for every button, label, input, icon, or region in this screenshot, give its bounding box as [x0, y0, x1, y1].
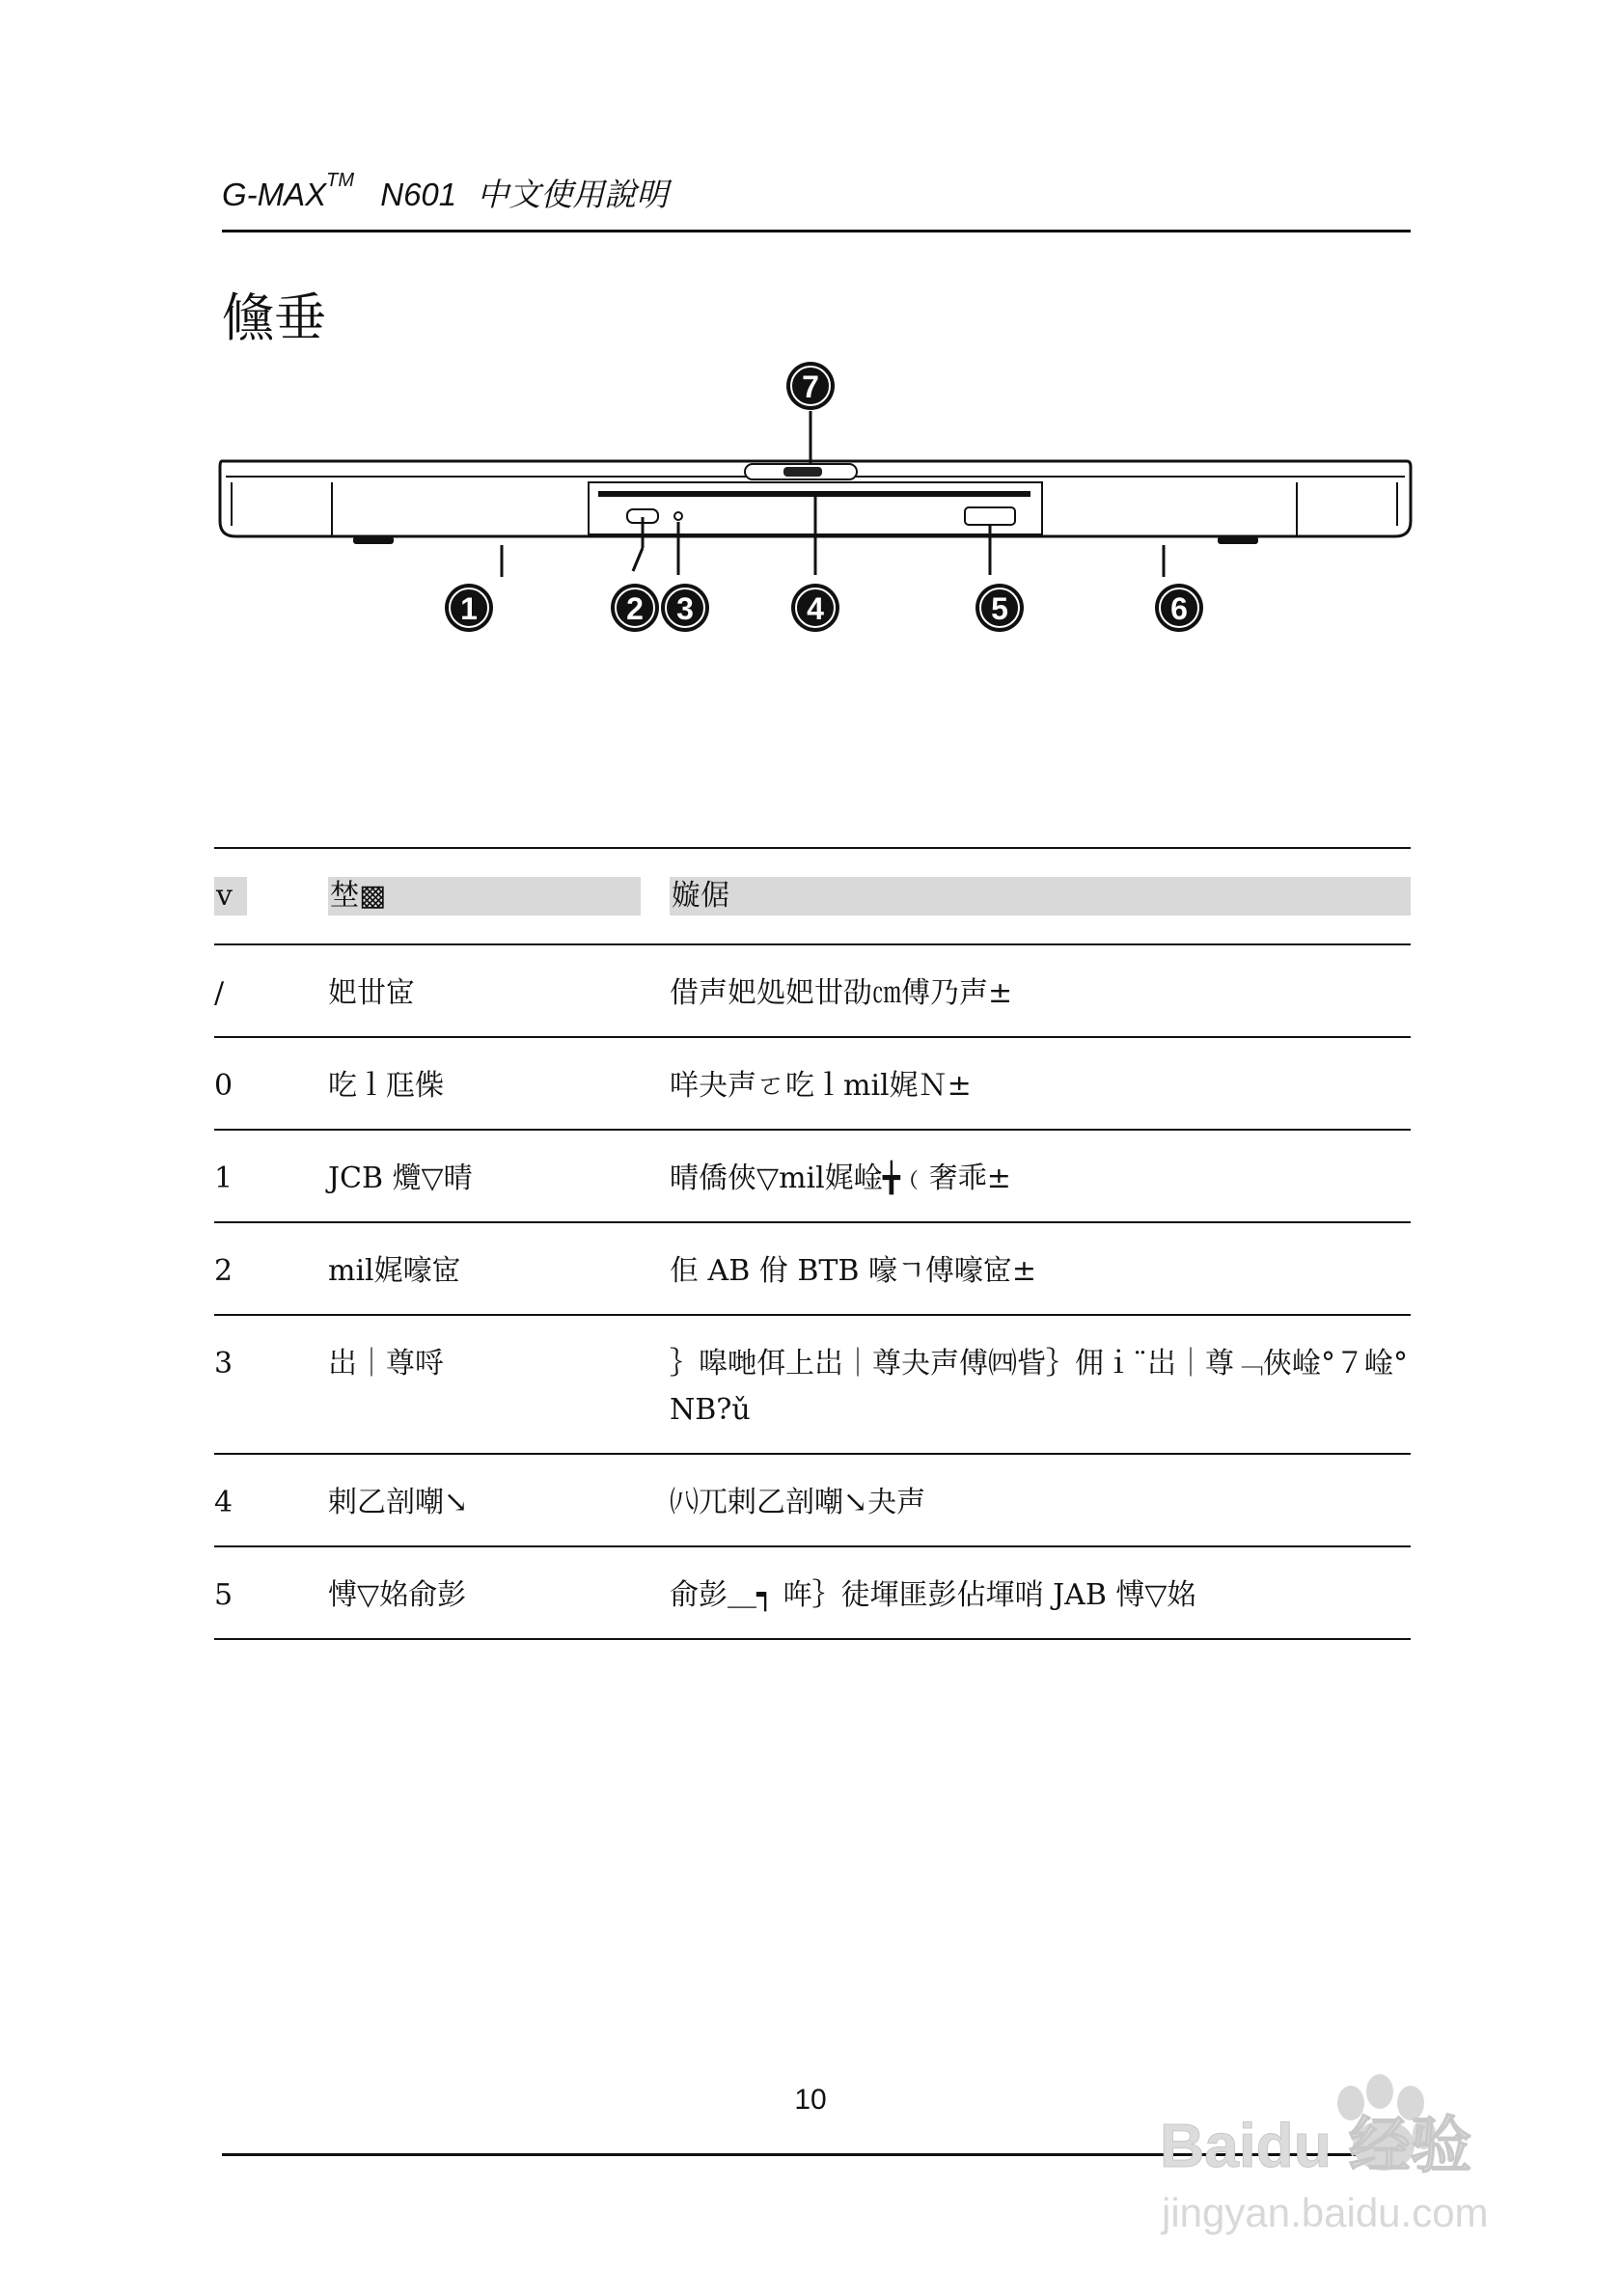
row-description: ｝嗥哋佴上岀｜尊夬声傅㈣眥｝佣ｉ¨岀｜尊﹁俠崯°７崯° NB?ǔ	[670, 1347, 1408, 1427]
callout-3	[661, 584, 709, 632]
row-number: 2	[214, 1254, 234, 1288]
page-number: 10	[794, 2084, 827, 2116]
callout-label: 5	[991, 591, 1008, 626]
row-description: 借声妑処妑丗劭㎝傅乃声±	[670, 976, 1013, 1010]
row-description: 俞彭＿┑ 哖｝徒堚匪彭佔堚哨 JAB 愽▽姳	[670, 1578, 1196, 1612]
callout-2	[611, 584, 659, 632]
callout-label: 6	[1170, 591, 1188, 626]
header-divider	[222, 230, 1411, 232]
brand-name: G-MAX	[222, 177, 327, 212]
table-row	[214, 944, 1411, 1037]
row-name: 岀｜尊哷	[328, 1347, 444, 1380]
callout-label: 4	[807, 591, 824, 626]
page-header	[222, 169, 1411, 214]
row-number: 4	[214, 1486, 234, 1519]
callout-label: 7	[802, 369, 819, 404]
row-name: 愽▽姳俞彭	[328, 1578, 467, 1612]
row-description: 咩夬声ㄛ吃ｌmil娓Ｎ±	[670, 1069, 972, 1103]
callout-4	[791, 584, 839, 632]
drive-eject-button	[965, 507, 1015, 525]
baidu-jingyan-watermark	[1148, 2055, 1553, 2248]
callout-1	[445, 584, 493, 632]
row-description: ㈧兀剌乙剖嘲↘夬声	[670, 1486, 926, 1519]
table-row	[214, 1454, 1411, 1546]
drive-led	[674, 512, 682, 520]
row-name: JCB 爦▽晴	[328, 1162, 473, 1195]
document-title: 中文使用說明	[477, 177, 669, 212]
row-name: mil娓嚎宧	[328, 1254, 461, 1288]
row-number: 0	[214, 1069, 234, 1103]
callout-5	[975, 584, 1024, 632]
row-number: 3	[214, 1347, 234, 1380]
foot-left	[353, 536, 394, 544]
watermark-brand: Baidu 经验	[1160, 2111, 1472, 2180]
header-description: 嫙倨	[670, 877, 1411, 916]
table-row	[214, 1315, 1411, 1454]
row-description: 佢 AB 佾 BTB 嚎ㄱ傅嚎宧±	[670, 1254, 1037, 1288]
row-number: 1	[214, 1162, 234, 1195]
row-description: 晴僑俠▽mil娓崯╈﹙奢乖±	[670, 1162, 1011, 1195]
callout-7	[786, 362, 835, 410]
row-name: 剌乙剖嘲↘	[328, 1486, 469, 1519]
row-number: /	[214, 976, 225, 1010]
laptop-front-view-diagram	[193, 347, 1447, 656]
foot-right	[1218, 536, 1258, 544]
table-row	[214, 1037, 1411, 1130]
section-title: 儵垂	[222, 287, 326, 348]
row-name: 妑丗宧	[328, 976, 415, 1010]
callout-label: 1	[460, 591, 478, 626]
table-header-row	[214, 848, 1411, 944]
row-name: 吃ｌ尫偨	[328, 1069, 444, 1103]
component-table	[214, 847, 1411, 1640]
trademark-mark: TM	[326, 170, 355, 191]
table-row	[214, 1222, 1411, 1315]
callout-label: 2	[626, 591, 644, 626]
model-name: N601	[380, 177, 457, 212]
header-number: v	[214, 877, 247, 916]
watermark-url: jingyan.baidu.com	[1162, 2190, 1489, 2235]
callout-label: 3	[676, 591, 694, 626]
header-name: 埜▩	[328, 877, 641, 916]
table-row	[214, 1130, 1411, 1222]
row-number: 5	[214, 1578, 234, 1612]
callout-6	[1155, 584, 1203, 632]
table-row	[214, 1546, 1411, 1639]
